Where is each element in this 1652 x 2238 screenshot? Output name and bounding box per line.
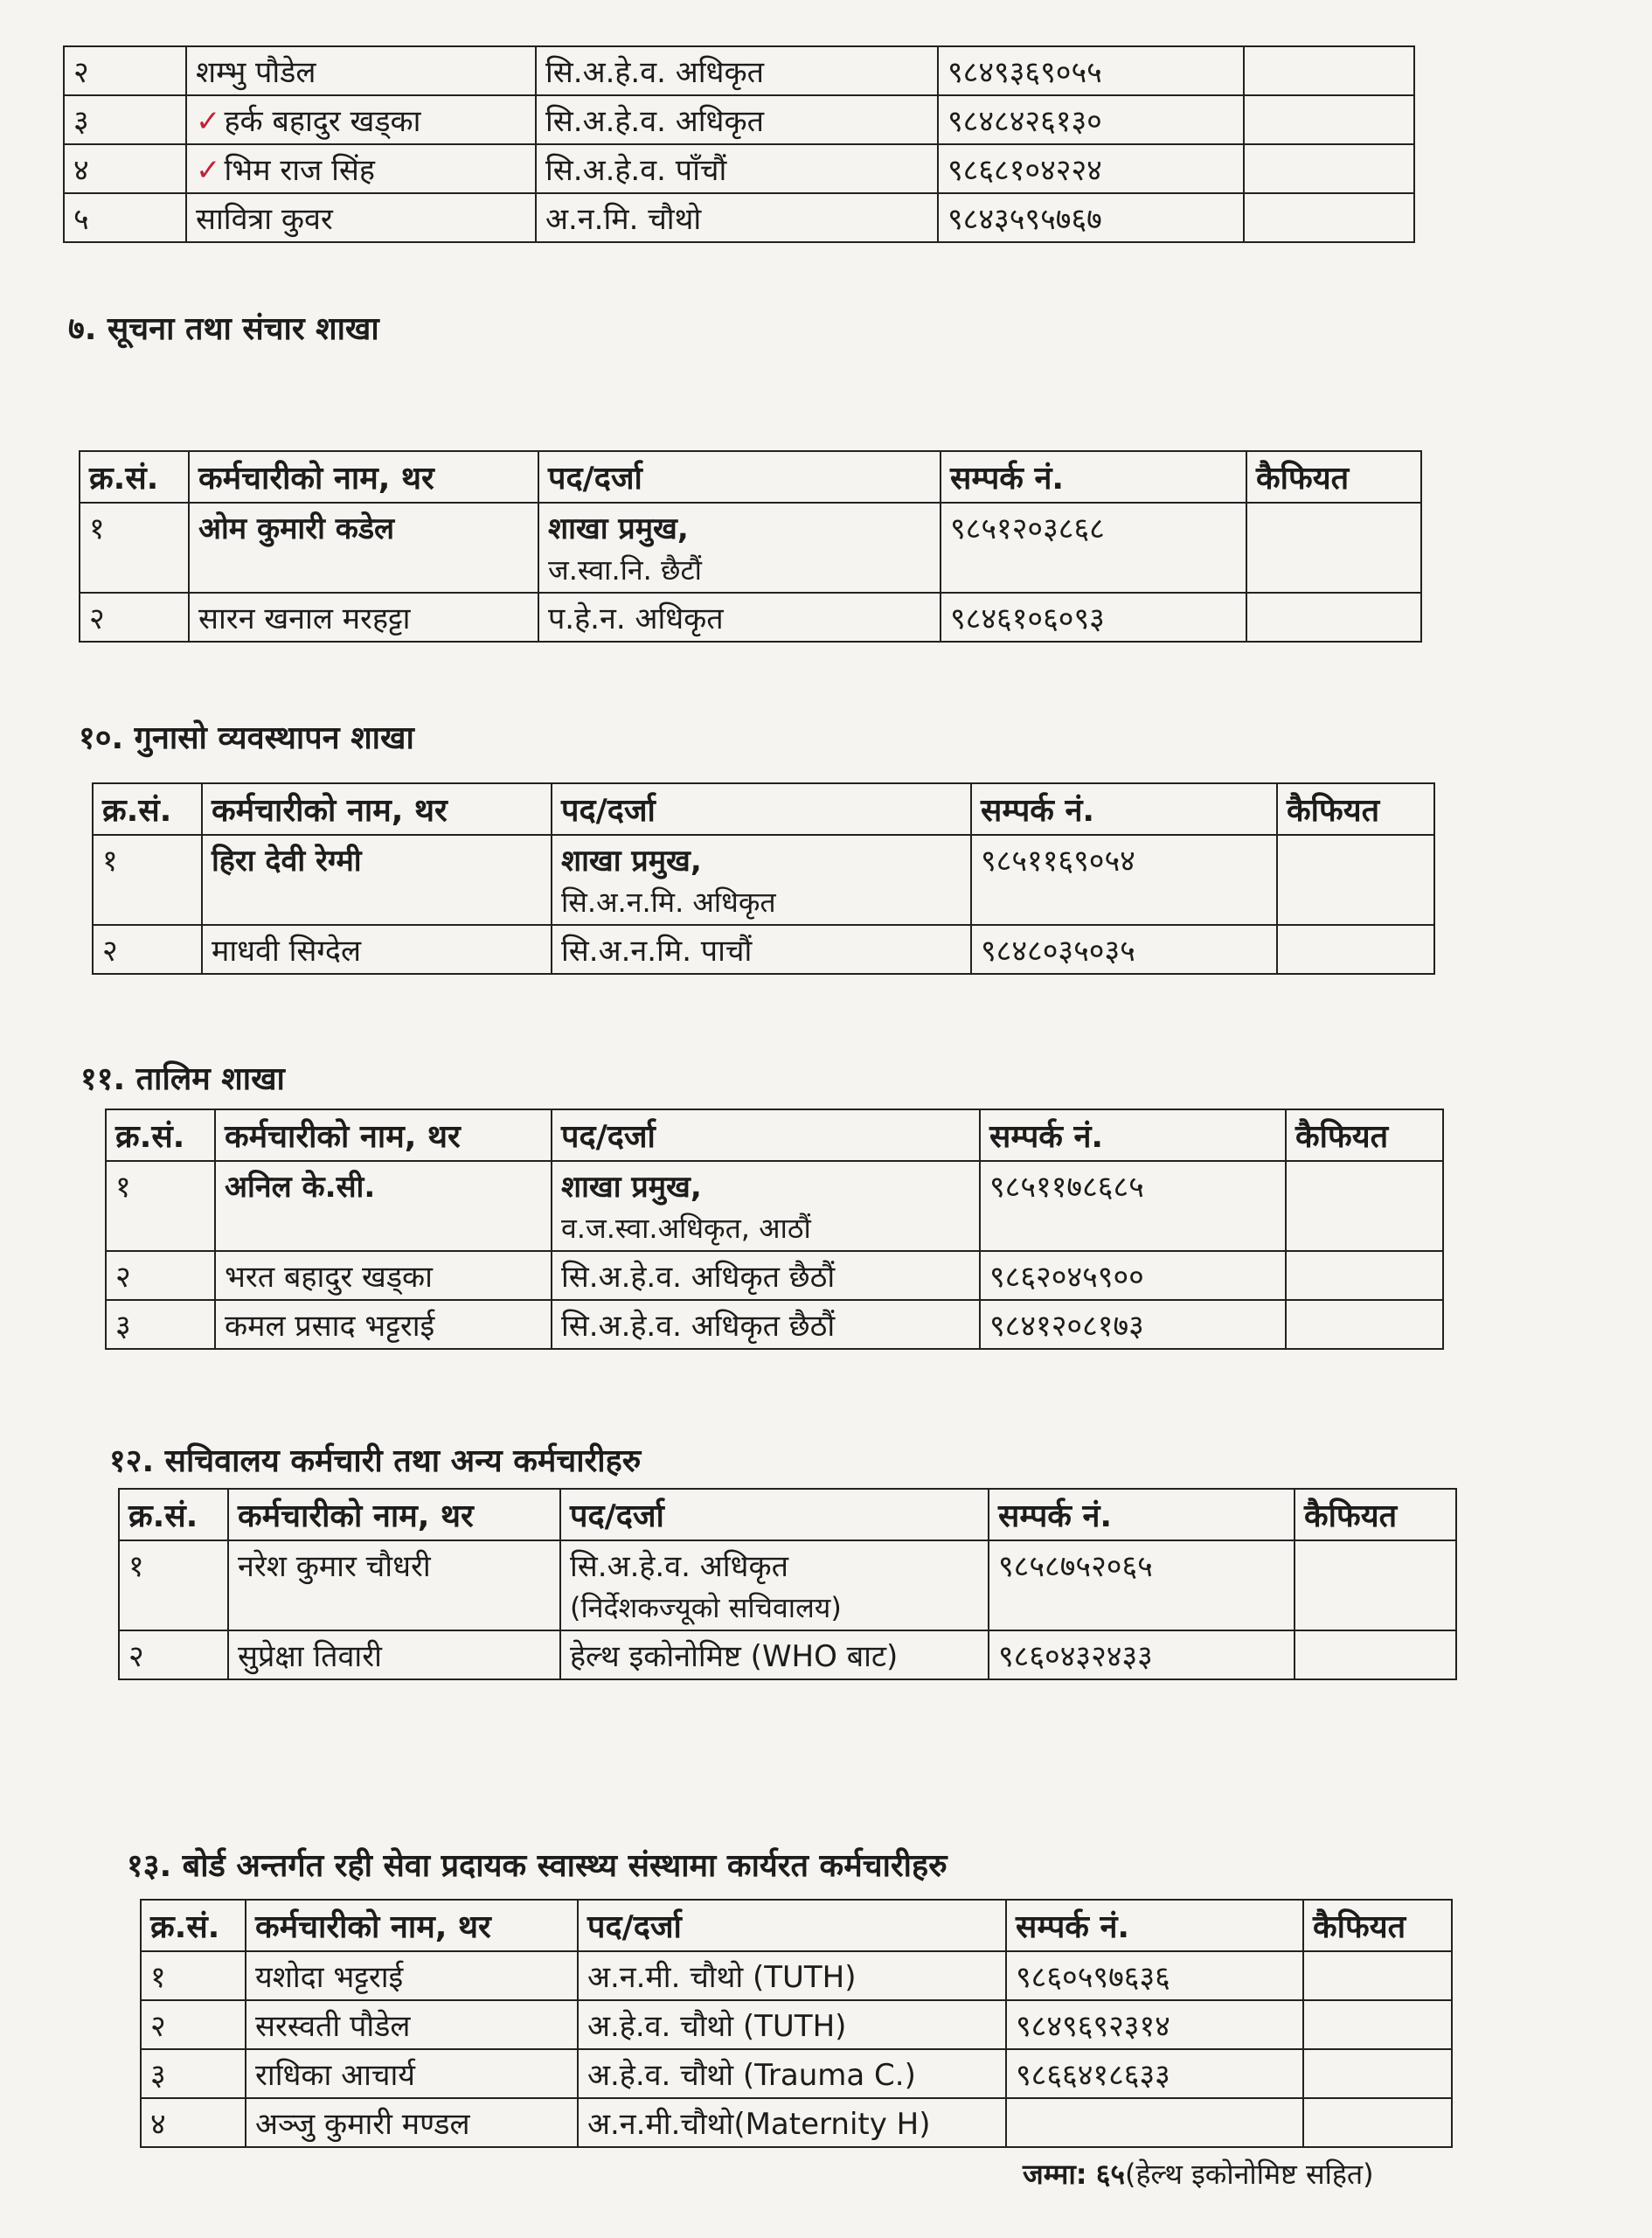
phone-cell (1006, 2098, 1303, 2147)
remarks-cell (1277, 925, 1434, 974)
header-remarks: कैफियत (1277, 783, 1434, 835)
table-body (106, 1161, 1443, 1349)
serial-cell: ३ (141, 2049, 246, 2098)
phone-cell: ९८६८१०४२२४ (938, 144, 1244, 193)
name-cell: माधवी सिग्देल (202, 925, 552, 974)
name-cell (186, 144, 536, 193)
phone-cell: ९८५११६९०५४ (971, 835, 1277, 925)
serial-cell: २ (64, 46, 186, 95)
remarks-cell (1244, 95, 1414, 144)
phone-cell: ९८६०४३२४३३ (989, 1630, 1295, 1679)
header-sn: क्र.सं. (141, 1900, 246, 1951)
serial-cell: २ (106, 1251, 215, 1300)
post-text: अ.न.मी.चौथो(Maternity H) (587, 2107, 931, 2142)
table-row (119, 1540, 1456, 1630)
post-text: शाखा प्रमुख, (561, 1170, 702, 1205)
checkmark-icon: ✓ (196, 153, 221, 188)
header-row (93, 783, 1434, 835)
staff-table-section-12 (118, 1488, 1457, 1680)
name-cell: अनिल के.सी. (215, 1161, 552, 1251)
header-phone: सम्पर्क नं. (989, 1489, 1295, 1540)
name-cell (186, 46, 536, 95)
header-phone: सम्पर्क नं. (980, 1109, 1286, 1161)
remarks-cell (1303, 1951, 1452, 2000)
post-cell (552, 835, 971, 925)
remarks-cell (1286, 1300, 1443, 1349)
header-sn: क्र.सं. (106, 1109, 215, 1161)
remarks-cell (1246, 503, 1421, 593)
name-cell: सुप्रेक्षा तिवारी (228, 1630, 560, 1679)
post-text: सि.अ.न.मि. पाचौं (561, 934, 753, 969)
remarks-cell (1246, 593, 1421, 642)
remarks-cell (1244, 46, 1414, 95)
table-row (80, 503, 1421, 593)
name-text: भिम राज सिंह (224, 153, 375, 188)
phone-cell: ९८६२०४५९०० (980, 1251, 1286, 1300)
post-text: अ.हे.व. चौथो (Trauma C.) (587, 2058, 916, 2093)
post-text: अ.हे.व. चौथो (TUTH) (587, 2009, 847, 2044)
table-row (141, 2098, 1452, 2147)
phone-cell: ९८४८४२६१३० (938, 95, 1244, 144)
name-cell: सरस्वती पौडेल (246, 2000, 578, 2049)
table-body (141, 1951, 1452, 2147)
post-cell (578, 2098, 1006, 2147)
name-text: शम्भु पौडेल (196, 55, 316, 90)
post-text: सि.अ.हे.व. अधिकृत छैठौं (561, 1309, 836, 1344)
name-cell: भरत बहादुर खड्का (215, 1251, 552, 1300)
post-subtext: (निर्देशकज्यूको सचिवालय) (570, 1591, 842, 1624)
post-cell (552, 1251, 980, 1300)
header-name: कर्मचारीको नाम, थर (246, 1900, 578, 1951)
post-cell (552, 925, 971, 974)
remarks-cell (1286, 1161, 1443, 1251)
post-cell: सि.अ.हे.व. अधिकृत (536, 46, 938, 95)
staff-table-section-11 (105, 1109, 1444, 1350)
post-text: सि.अ.हे.व. अधिकृत (570, 1549, 788, 1584)
table-row (106, 1251, 1443, 1300)
phone-cell: ९८४१२०८१७३ (980, 1300, 1286, 1349)
header-remarks: कैफियत (1303, 1900, 1452, 1951)
name-cell: हिरा देवी रेग्मी (202, 835, 552, 925)
post-cell (560, 1540, 989, 1630)
table-body (80, 503, 1421, 642)
name-cell: कमल प्रसाद भट्टराई (215, 1300, 552, 1349)
serial-cell: १ (119, 1540, 228, 1630)
serial-cell: ५ (64, 193, 186, 242)
table-row (64, 193, 1414, 242)
remarks-cell (1303, 2000, 1452, 2049)
post-cell (578, 2000, 1006, 2049)
serial-cell: ४ (141, 2098, 246, 2147)
table-row (64, 144, 1414, 193)
post-cell (538, 503, 941, 593)
remarks-cell (1244, 144, 1414, 193)
header-name: कर्मचारीको नाम, थर (189, 451, 538, 503)
serial-cell: १ (93, 835, 202, 925)
post-cell: अ.न.मि. चौथो (536, 193, 938, 242)
header-remarks: कैफियत (1246, 451, 1421, 503)
remarks-cell (1303, 2098, 1452, 2147)
header-sn: क्र.सं. (119, 1489, 228, 1540)
table-header (80, 451, 1421, 503)
table-row (64, 95, 1414, 144)
table-header (141, 1900, 1452, 1951)
header-row (80, 451, 1421, 503)
post-text: शाखा प्रमुख, (561, 844, 702, 879)
phone-cell: ९८४६१०६०९३ (941, 593, 1246, 642)
serial-cell: १ (80, 503, 189, 593)
post-cell (560, 1630, 989, 1679)
post-cell (578, 2049, 1006, 2098)
header-post: पद/दर्जा (578, 1900, 1006, 1951)
serial-cell: १ (106, 1161, 215, 1251)
total-value: ६५ (1095, 2158, 1125, 2191)
name-cell: ओम कुमारी कडेल (189, 503, 538, 593)
table-header (93, 783, 1434, 835)
section-title-10: १०. गुनासो व्यवस्थापन शाखा (79, 720, 414, 756)
header-remarks: कैफियत (1295, 1489, 1456, 1540)
name-cell: यशोदा भट्टराई (246, 1951, 578, 2000)
header-post: पद/दर्जा (552, 783, 971, 835)
serial-cell: २ (119, 1630, 228, 1679)
phone-cell: ९८५१२०३८६८ (941, 503, 1246, 593)
name-text: सावित्रा कुवर (196, 202, 333, 237)
phone-cell: ९८५८७५२०६५ (989, 1540, 1295, 1630)
serial-cell: ३ (106, 1300, 215, 1349)
remarks-cell (1286, 1251, 1443, 1300)
header-phone: सम्पर्क नं. (941, 451, 1246, 503)
serial-cell: २ (93, 925, 202, 974)
remarks-cell (1303, 2049, 1452, 2098)
post-cell (552, 1161, 980, 1251)
table-header (119, 1489, 1456, 1540)
header-post: पद/दर्जा (538, 451, 941, 503)
remarks-cell (1295, 1630, 1456, 1679)
post-subtext: व.ज.स्वा.अधिकृत, आठौं (561, 1212, 811, 1245)
table-row (141, 2000, 1452, 2049)
post-text: प.हे.न. अधिकृत (548, 601, 724, 636)
checkmark-icon: ✓ (196, 104, 221, 139)
remarks-cell (1277, 835, 1434, 925)
staff-table-continued (63, 45, 1415, 243)
total-note: (हेल्थ इकोनोमिष्ट सहित) (1125, 2158, 1374, 2191)
post-text: अ.न.मी. चौथो (TUTH) (587, 1960, 857, 1995)
total-label: जम्मा: (1023, 2158, 1087, 2191)
name-cell: नरेश कुमार चौधरी (228, 1540, 560, 1630)
name-cell: राधिका आचार्य (246, 2049, 578, 2098)
table-row (80, 593, 1421, 642)
phone-cell: ९८४३५९५७६७ (938, 193, 1244, 242)
staff-table-section-13 (140, 1899, 1453, 2148)
total-line (1023, 2155, 1374, 2193)
section-title-12: १२. सचिवालय कर्मचारी तथा अन्य कर्मचारीहरु (109, 1443, 642, 1479)
section-title-7: ७. सूचना तथा संचार शाखा (68, 311, 379, 347)
serial-cell: २ (80, 593, 189, 642)
name-cell (186, 95, 536, 144)
table-row (106, 1300, 1443, 1349)
header-row (119, 1489, 1456, 1540)
post-subtext: सि.अ.न.मि. अधिकृत (561, 886, 776, 919)
header-phone: सम्पर्क नं. (971, 783, 1277, 835)
name-text: हर्क बहादुर खड्का (224, 104, 421, 139)
table-row (93, 835, 1434, 925)
table-row (93, 925, 1434, 974)
header-remarks: कैफियत (1286, 1109, 1443, 1161)
header-post: पद/दर्जा (552, 1109, 980, 1161)
table-row (141, 2049, 1452, 2098)
post-cell (552, 1300, 980, 1349)
header-name: कर्मचारीको नाम, थर (202, 783, 552, 835)
table-row (106, 1161, 1443, 1251)
serial-cell: २ (141, 2000, 246, 2049)
phone-cell: ९८४९३६९०५५ (938, 46, 1244, 95)
phone-cell: ९८६६४१८६३३ (1006, 2049, 1303, 2098)
post-text: हेल्थ इकोनोमिष्ट (WHO बाट) (570, 1639, 899, 1674)
post-cell (578, 1951, 1006, 2000)
phone-cell: ९८४८०३५०३५ (971, 925, 1277, 974)
header-name: कर्मचारीको नाम, थर (215, 1109, 552, 1161)
staff-table-section-10 (92, 782, 1435, 975)
table-header (106, 1109, 1443, 1161)
header-row (141, 1900, 1452, 1951)
table-row (64, 46, 1414, 95)
name-cell (186, 193, 536, 242)
serial-cell: ४ (64, 144, 186, 193)
header-sn: क्र.सं. (80, 451, 189, 503)
table-body (119, 1540, 1456, 1679)
post-cell (538, 593, 941, 642)
serial-cell: १ (141, 1951, 246, 2000)
header-post: पद/दर्जा (560, 1489, 989, 1540)
header-phone: सम्पर्क नं. (1006, 1900, 1303, 1951)
name-cell: सारन खनाल मरहट्टा (189, 593, 538, 642)
serial-cell: ३ (64, 95, 186, 144)
section-title-13: १३. बोर्ड अन्तर्गत रही सेवा प्रदायक स्वास्थ्य संस्थामा कार्यरत कर्मचारीहरु (127, 1848, 947, 1884)
post-text: शाखा प्रमुख, (548, 511, 689, 546)
table-body (93, 835, 1434, 974)
header-name: कर्मचारीको नाम, थर (228, 1489, 560, 1540)
post-cell: सि.अ.हे.व. पाँचौं (536, 144, 938, 193)
post-text: सि.अ.हे.व. अधिकृत छैठौं (561, 1260, 836, 1295)
phone-cell: ९८५११७८६८५ (980, 1161, 1286, 1251)
phone-cell: ९८४९६९२३१४ (1006, 2000, 1303, 2049)
section-title-11: ११. तालिम शाखा (80, 1061, 285, 1097)
remarks-cell (1295, 1540, 1456, 1630)
remarks-cell (1244, 193, 1414, 242)
phone-cell: ९८६०५९७६३६ (1006, 1951, 1303, 2000)
post-subtext: ज.स्वा.नि. छैटौं (548, 553, 702, 587)
post-cell: सि.अ.हे.व. अधिकृत (536, 95, 938, 144)
name-cell: अञ्जु कुमारी मण्डल (246, 2098, 578, 2147)
header-row (106, 1109, 1443, 1161)
table-row (119, 1630, 1456, 1679)
header-sn: क्र.सं. (93, 783, 202, 835)
staff-table-section-7 (79, 450, 1422, 643)
table-row (141, 1951, 1452, 2000)
